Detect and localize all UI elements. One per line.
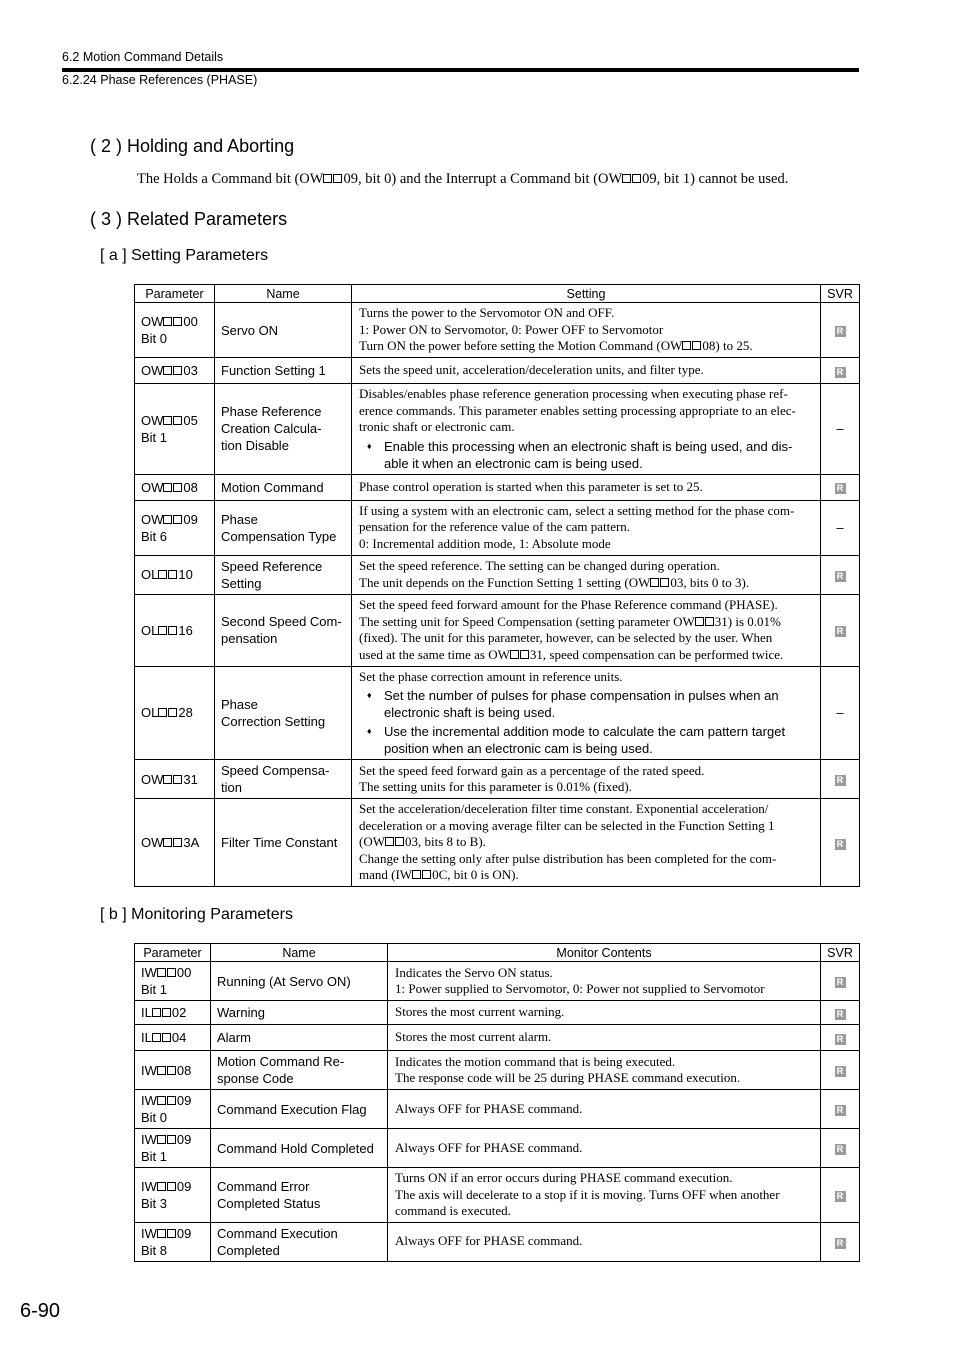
parameter-text: OW 09 — [141, 511, 198, 527]
svr-r-badge-icon: R — [835, 326, 846, 337]
svr-cell — [821, 594, 860, 666]
setting-text: 0: Incremental addition mode, 1: Absolute mode — [359, 535, 611, 551]
name-text: Function Setting 1 — [221, 363, 326, 378]
monitor-text: Always OFF for PHASE command. — [395, 1100, 583, 1116]
parameter-cell — [135, 1001, 211, 1025]
parameter-cell — [135, 358, 215, 384]
svr-dash: – — [836, 420, 844, 436]
placeholder-square-icon — [173, 838, 182, 847]
related-heading: ( 3 ) Related Parameters — [90, 209, 288, 229]
parameter-cell — [135, 1051, 211, 1090]
name-cell — [211, 1222, 388, 1261]
setting-cell — [352, 384, 821, 475]
placeholder-square-icon — [167, 1182, 176, 1191]
placeholder-square-icon — [162, 1008, 171, 1017]
setting-text: The unit depends on the Function Setting 1 setting (OW 03, bits 0 to 3). — [359, 574, 750, 590]
name-cell — [215, 384, 352, 475]
name-cell — [215, 474, 352, 500]
monitor-text: Stores the most current warning. — [395, 1004, 565, 1020]
parameter-text: OW 3A — [141, 835, 200, 850]
name-text: Second Speed Com- — [221, 614, 342, 629]
name-text: pensation — [221, 631, 278, 646]
svr-r-badge-icon: R — [835, 775, 846, 786]
setting-text: Disables/enables phase reference generation processing when executing phase ref- — [359, 386, 788, 401]
table-row — [135, 1129, 860, 1168]
name-text: Creation Calcula- — [221, 421, 322, 437]
parameter-cell — [135, 500, 215, 555]
placeholder-square-icon — [173, 775, 182, 784]
name-cell — [215, 500, 352, 555]
bullet-text: position when an electronic cam is being used. — [384, 741, 653, 756]
setting-text: erence commands. This parameter enables setting processing appropriate to an elec- — [359, 402, 796, 418]
setting-text: Sets the speed unit, acceleration/deceleration units, and filter type. — [359, 362, 704, 378]
table-row — [135, 1090, 860, 1129]
setting-text: 1: Power ON to Servomotor, 0: Power OFF to Servomotor — [359, 321, 664, 337]
setting-text: tronic shaft or electronic cam. — [359, 419, 515, 434]
parameter-text: Bit 1 — [141, 429, 168, 445]
svr-r-badge-icon: R — [835, 367, 846, 378]
parameter-text: OW 03 — [141, 363, 198, 378]
svr-cell — [821, 500, 860, 555]
monitor-text: The axis will decelerate to a stop if it is moving. Turns OFF when another — [395, 1186, 780, 1202]
name-text: Setting — [221, 575, 262, 591]
name-cell — [215, 303, 352, 358]
name-text: Command Execution — [217, 1225, 338, 1241]
parameter-cell — [135, 594, 215, 666]
placeholder-square-icon — [158, 570, 167, 579]
column-header-monitor-contents: Monitor Contents — [388, 944, 821, 962]
parameter-text: OW 05 — [141, 412, 198, 428]
svr-cell — [821, 1168, 860, 1223]
name-cell — [215, 358, 352, 384]
bullet-text: Set the number of pulses for phase compensation in pulses when an — [384, 688, 779, 703]
svr-r-badge-icon: R — [835, 1191, 846, 1202]
placeholder-square-icon — [157, 1066, 166, 1075]
setting-text: used at the same time as OW 31, speed compensation can be performed twice. — [359, 646, 784, 662]
name-text: Completed Status — [217, 1195, 321, 1211]
placeholder-square-icon — [152, 1008, 161, 1017]
svr-r-badge-icon: R — [835, 1238, 846, 1249]
monitor-text: Always OFF for PHASE command. — [395, 1139, 583, 1155]
column-header-svr: SVR — [821, 944, 860, 962]
setting-text: (fixed). The unit for this parameter, however, can be selected by the user. When — [359, 630, 773, 645]
setting-text: Phase control operation is started when this parameter is set to 25. — [359, 478, 703, 494]
holding-text-content: The Holds a Command bit (OW 09, bit 0) and the Interrupt a Command bit (OW 09, bit 1) cannot be used. — [137, 171, 789, 187]
table-header-row — [135, 944, 860, 962]
table-row — [135, 760, 860, 799]
bullet-text: electronic shaft is being used. — [384, 705, 556, 720]
table-row — [135, 474, 860, 500]
setting-text: deceleration or a moving average filter can be selected in the Function Setting 1 — [359, 817, 775, 833]
table-row — [135, 500, 860, 555]
table-header-row — [135, 285, 860, 303]
parameter-text: IW 09 — [141, 1093, 192, 1108]
parameter-text: Bit 0 — [141, 1110, 168, 1125]
svr-cell — [821, 1001, 860, 1025]
monitor-cell — [388, 1090, 821, 1129]
parameter-text: IL 02 — [141, 1005, 187, 1020]
name-text: Warning — [217, 1005, 265, 1020]
name-cell — [211, 1168, 388, 1223]
svr-r-badge-icon: R — [835, 1105, 846, 1116]
placeholder-square-icon — [395, 837, 404, 846]
name-text: Filter Time Constant — [221, 835, 338, 850]
parameter-cell — [135, 384, 215, 475]
placeholder-square-icon — [692, 341, 701, 350]
parameter-text: IW 09 — [141, 1178, 192, 1194]
placeholder-square-icon — [422, 870, 431, 879]
svr-cell — [821, 1090, 860, 1129]
name-cell — [215, 555, 352, 594]
placeholder-square-icon — [632, 174, 641, 183]
setting-text: Set the phase correction amount in reference units. — [359, 668, 623, 684]
placeholder-square-icon — [173, 366, 182, 375]
setting-parameters-table — [134, 284, 860, 887]
parameter-cell — [135, 1222, 211, 1261]
bullet-text: able it when an electronic cam is being used. — [384, 455, 643, 471]
setting-text: If using a system with an electronic cam, select a setting method for the phase com- — [359, 502, 795, 518]
placeholder-square-icon — [173, 416, 182, 425]
placeholder-square-icon — [163, 515, 172, 524]
svr-cell — [821, 384, 860, 475]
name-cell — [215, 760, 352, 799]
name-cell — [211, 1129, 388, 1168]
monitor-text: Turns ON if an error occurs during PHASE command execution. — [395, 1170, 733, 1185]
table-row — [135, 384, 860, 475]
setting-text: Turns the power to the Servomotor ON and OFF. — [359, 305, 615, 321]
parameter-text: IW 08 — [141, 1062, 192, 1078]
table-row — [135, 666, 860, 760]
setting-text: Set the speed reference. The setting can be changed during operation. — [359, 558, 720, 573]
placeholder-square-icon — [173, 483, 182, 492]
parameter-cell — [135, 303, 215, 358]
monitor-cell — [388, 1168, 821, 1223]
svr-r-badge-icon: R — [835, 839, 846, 850]
setting-cell — [352, 666, 821, 760]
setting-heading: [ a ] Setting Parameters — [100, 247, 269, 264]
name-text: Speed Compensa- — [221, 763, 330, 778]
table-row — [135, 1025, 860, 1051]
svr-cell — [821, 666, 860, 760]
placeholder-square-icon — [157, 1182, 166, 1191]
parameter-cell — [135, 799, 215, 887]
svr-r-badge-icon: R — [835, 1034, 846, 1045]
table-row — [135, 1051, 860, 1090]
svr-cell — [821, 358, 860, 384]
bullet-item — [359, 687, 814, 721]
setting-cell — [352, 760, 821, 799]
placeholder-square-icon — [163, 838, 172, 847]
placeholder-square-icon — [323, 174, 332, 183]
svr-cell — [821, 799, 860, 887]
setting-text: Set the speed feed forward amount for the Phase Reference command (PHASE). — [359, 597, 778, 612]
placeholder-square-icon — [520, 650, 529, 659]
name-text: Command Hold Completed — [217, 1140, 374, 1156]
svr-r-badge-icon: R — [835, 483, 846, 494]
setting-text: Change the setting only after pulse distribution has been completed for the com- — [359, 850, 777, 866]
setting-text: Set the speed feed forward gain as a percentage of the rated speed. — [359, 762, 705, 778]
parameter-text: IW 09 — [141, 1225, 192, 1241]
placeholder-square-icon — [168, 626, 177, 635]
name-text: Servo ON — [221, 322, 279, 338]
name-cell — [215, 594, 352, 666]
monitor-cell — [388, 1025, 821, 1051]
placeholder-square-icon — [157, 1229, 166, 1238]
placeholder-square-icon — [167, 968, 176, 977]
name-text: Phase — [221, 511, 258, 527]
name-text: tion Disable — [221, 438, 289, 454]
name-cell — [215, 666, 352, 760]
section-header: 6.2 Motion Command Details — [62, 50, 224, 64]
parameter-text: OL 16 — [141, 622, 193, 638]
setting-cell — [352, 303, 821, 358]
monitor-cell — [388, 1222, 821, 1261]
name-text: Phase — [221, 696, 258, 712]
monitor-text: Always OFF for PHASE command. — [395, 1233, 583, 1249]
placeholder-square-icon — [157, 968, 166, 977]
name-text: Motion Command — [221, 479, 324, 495]
placeholder-square-icon — [162, 1033, 171, 1042]
name-cell — [215, 799, 352, 887]
column-header-setting: Setting — [352, 285, 821, 303]
placeholder-square-icon — [167, 1229, 176, 1238]
placeholder-square-icon — [682, 341, 691, 350]
name-text: Correction Setting — [221, 713, 326, 729]
placeholder-square-icon — [158, 708, 167, 717]
name-text: Completed — [217, 1242, 280, 1258]
svr-cell — [821, 1129, 860, 1168]
placeholder-square-icon — [158, 626, 167, 635]
parameter-text: IW 00 — [141, 965, 192, 980]
parameter-cell — [135, 1129, 211, 1168]
placeholder-square-icon — [695, 617, 704, 626]
table-row — [135, 1168, 860, 1223]
parameter-text: IW 09 — [141, 1132, 192, 1147]
placeholder-square-icon — [163, 416, 172, 425]
name-text: Command Error — [217, 1178, 310, 1194]
holding-heading: ( 2 ) Holding and Aborting — [90, 136, 295, 156]
placeholder-square-icon — [650, 578, 659, 587]
placeholder-square-icon — [705, 617, 714, 626]
setting-cell — [352, 358, 821, 384]
svr-cell — [821, 555, 860, 594]
setting-text: Turn ON the power before setting the Motion Command (OW 08) to 25. — [359, 338, 753, 354]
placeholder-square-icon — [173, 317, 182, 326]
placeholder-square-icon — [510, 650, 519, 659]
parameter-cell — [135, 1090, 211, 1129]
column-header-svr: SVR — [821, 285, 860, 303]
name-text: Speed Reference — [221, 558, 323, 574]
setting-cell — [352, 799, 821, 887]
name-cell — [211, 1090, 388, 1129]
table-row — [135, 358, 860, 384]
column-header-parameter: Parameter — [135, 285, 215, 303]
svr-cell — [821, 303, 860, 358]
placeholder-square-icon — [163, 483, 172, 492]
column-header-name: Name — [211, 944, 388, 962]
svr-dash: – — [836, 704, 844, 720]
header-rule — [62, 68, 859, 72]
parameter-cell — [135, 474, 215, 500]
setting-text: Set the acceleration/deceleration filter time constant. Exponential acceleration/ — [359, 801, 769, 817]
setting-text: The setting unit for Speed Compensation (setting parameter OW 31) is 0.01% — [359, 613, 781, 629]
monitor-text: Indicates the motion command that is being executed. — [395, 1053, 676, 1069]
parameter-cell — [135, 760, 215, 799]
parameter-text: Bit 8 — [141, 1242, 168, 1258]
name-text: Alarm — [217, 1030, 251, 1045]
name-text: Running (At Servo ON) — [217, 973, 351, 989]
setting-text: (OW 03, bits 8 to B). — [359, 834, 486, 850]
placeholder-square-icon — [167, 1066, 176, 1075]
svr-r-badge-icon: R — [835, 1066, 846, 1077]
column-header-parameter: Parameter — [135, 944, 211, 962]
parameter-text: Bit 3 — [141, 1195, 168, 1211]
parameter-cell — [135, 1025, 211, 1051]
svr-cell — [821, 1025, 860, 1051]
placeholder-square-icon — [157, 1135, 166, 1144]
bullet-icon: ♦ — [367, 690, 372, 700]
name-text: Compensation Type — [221, 528, 337, 544]
parameter-text: Bit 1 — [141, 982, 168, 997]
parameter-cell — [135, 962, 211, 1001]
monitoring-parameters-table — [134, 943, 860, 1262]
setting-cell — [352, 594, 821, 666]
parameter-text: OW 08 — [141, 479, 198, 495]
bullet-icon: ♦ — [367, 726, 372, 736]
svr-cell — [821, 474, 860, 500]
monitor-text: 1: Power supplied to Servomotor, 0: Power not supplied to Servomotor — [395, 981, 765, 996]
parameter-text: OL 28 — [141, 705, 193, 721]
parameter-text: Bit 0 — [141, 331, 168, 346]
name-cell — [211, 1025, 388, 1051]
placeholder-square-icon — [412, 870, 421, 879]
monitor-cell — [388, 1001, 821, 1025]
setting-cell — [352, 500, 821, 555]
table-row — [135, 594, 860, 666]
placeholder-square-icon — [168, 570, 177, 579]
name-text: tion — [221, 780, 242, 795]
setting-cell — [352, 555, 821, 594]
placeholder-square-icon — [163, 366, 172, 375]
column-header-name: Name — [215, 285, 352, 303]
setting-text: pensation for the reference value of the cam pattern. — [359, 519, 631, 535]
table-row — [135, 1001, 860, 1025]
parameter-cell — [135, 1168, 211, 1223]
monitor-text: The response code will be 25 during PHASE command execution. — [395, 1070, 741, 1085]
monitor-cell — [388, 1129, 821, 1168]
placeholder-square-icon — [173, 515, 182, 524]
setting-text: The setting units for this parameter is 0.01% (fixed). — [359, 779, 632, 794]
parameter-cell — [135, 555, 215, 594]
placeholder-square-icon — [622, 174, 631, 183]
table-row — [135, 962, 860, 1001]
svr-dash: – — [836, 519, 844, 535]
placeholder-square-icon — [152, 1033, 161, 1042]
placeholder-square-icon — [660, 578, 669, 587]
table-row — [135, 1222, 860, 1261]
parameter-text: Bit 6 — [141, 528, 168, 544]
bullet-item — [359, 438, 814, 472]
svr-r-badge-icon: R — [835, 1144, 846, 1155]
placeholder-square-icon — [167, 1096, 176, 1105]
svr-cell — [821, 962, 860, 1001]
monitor-text: Indicates the Servo ON status. — [395, 964, 553, 980]
placeholder-square-icon — [385, 837, 394, 846]
setting-cell — [352, 474, 821, 500]
svr-r-badge-icon: R — [835, 977, 846, 988]
table-row — [135, 799, 860, 887]
parameter-text: OL 10 — [141, 567, 193, 582]
parameter-text: Bit 1 — [141, 1149, 168, 1164]
monitor-cell — [388, 962, 821, 1001]
holding-text — [137, 171, 788, 188]
monitor-text: Stores the most current alarm. — [395, 1029, 552, 1045]
monitoring-heading: [ b ] Monitoring Parameters — [100, 906, 293, 923]
bullet-icon: ♦ — [367, 440, 372, 451]
svr-cell — [821, 1222, 860, 1261]
bullet-item — [359, 723, 814, 757]
name-cell — [211, 962, 388, 1001]
placeholder-square-icon — [163, 317, 172, 326]
svr-r-badge-icon: R — [835, 1009, 846, 1020]
setting-text: mand (IW 0C, bit 0 is ON). — [359, 867, 519, 883]
name-text: Motion Command Re- — [217, 1054, 345, 1069]
placeholder-square-icon — [168, 708, 177, 717]
name-cell — [211, 1001, 388, 1025]
placeholder-square-icon — [167, 1135, 176, 1144]
table-row — [135, 555, 860, 594]
bullet-text: Enable this processing when an electronic shaft is being used, and dis- — [384, 438, 793, 454]
parameter-cell — [135, 666, 215, 760]
parameter-text: OW 31 — [141, 771, 198, 787]
placeholder-square-icon — [333, 174, 342, 183]
monitor-text: command is executed. — [395, 1203, 511, 1218]
parameter-text: OW 00 — [141, 314, 198, 329]
name-text: Phase Reference — [221, 404, 322, 420]
table-row — [135, 303, 860, 358]
name-text: sponse Code — [217, 1071, 294, 1086]
name-text: Command Execution Flag — [217, 1101, 367, 1117]
subsection-header: 6.2.24 Phase References (PHASE) — [62, 73, 258, 87]
name-cell — [211, 1051, 388, 1090]
parameter-text: IL 04 — [141, 1030, 187, 1045]
svr-r-badge-icon: R — [835, 626, 846, 637]
placeholder-square-icon — [163, 775, 172, 784]
bullet-text: Use the incremental addition mode to calculate the cam pattern target — [384, 724, 786, 739]
placeholder-square-icon — [157, 1096, 166, 1105]
svr-cell — [821, 1051, 860, 1090]
svr-cell — [821, 760, 860, 799]
page-number: 6-90 — [20, 1300, 61, 1322]
monitor-cell — [388, 1051, 821, 1090]
svr-r-badge-icon: R — [835, 571, 846, 582]
